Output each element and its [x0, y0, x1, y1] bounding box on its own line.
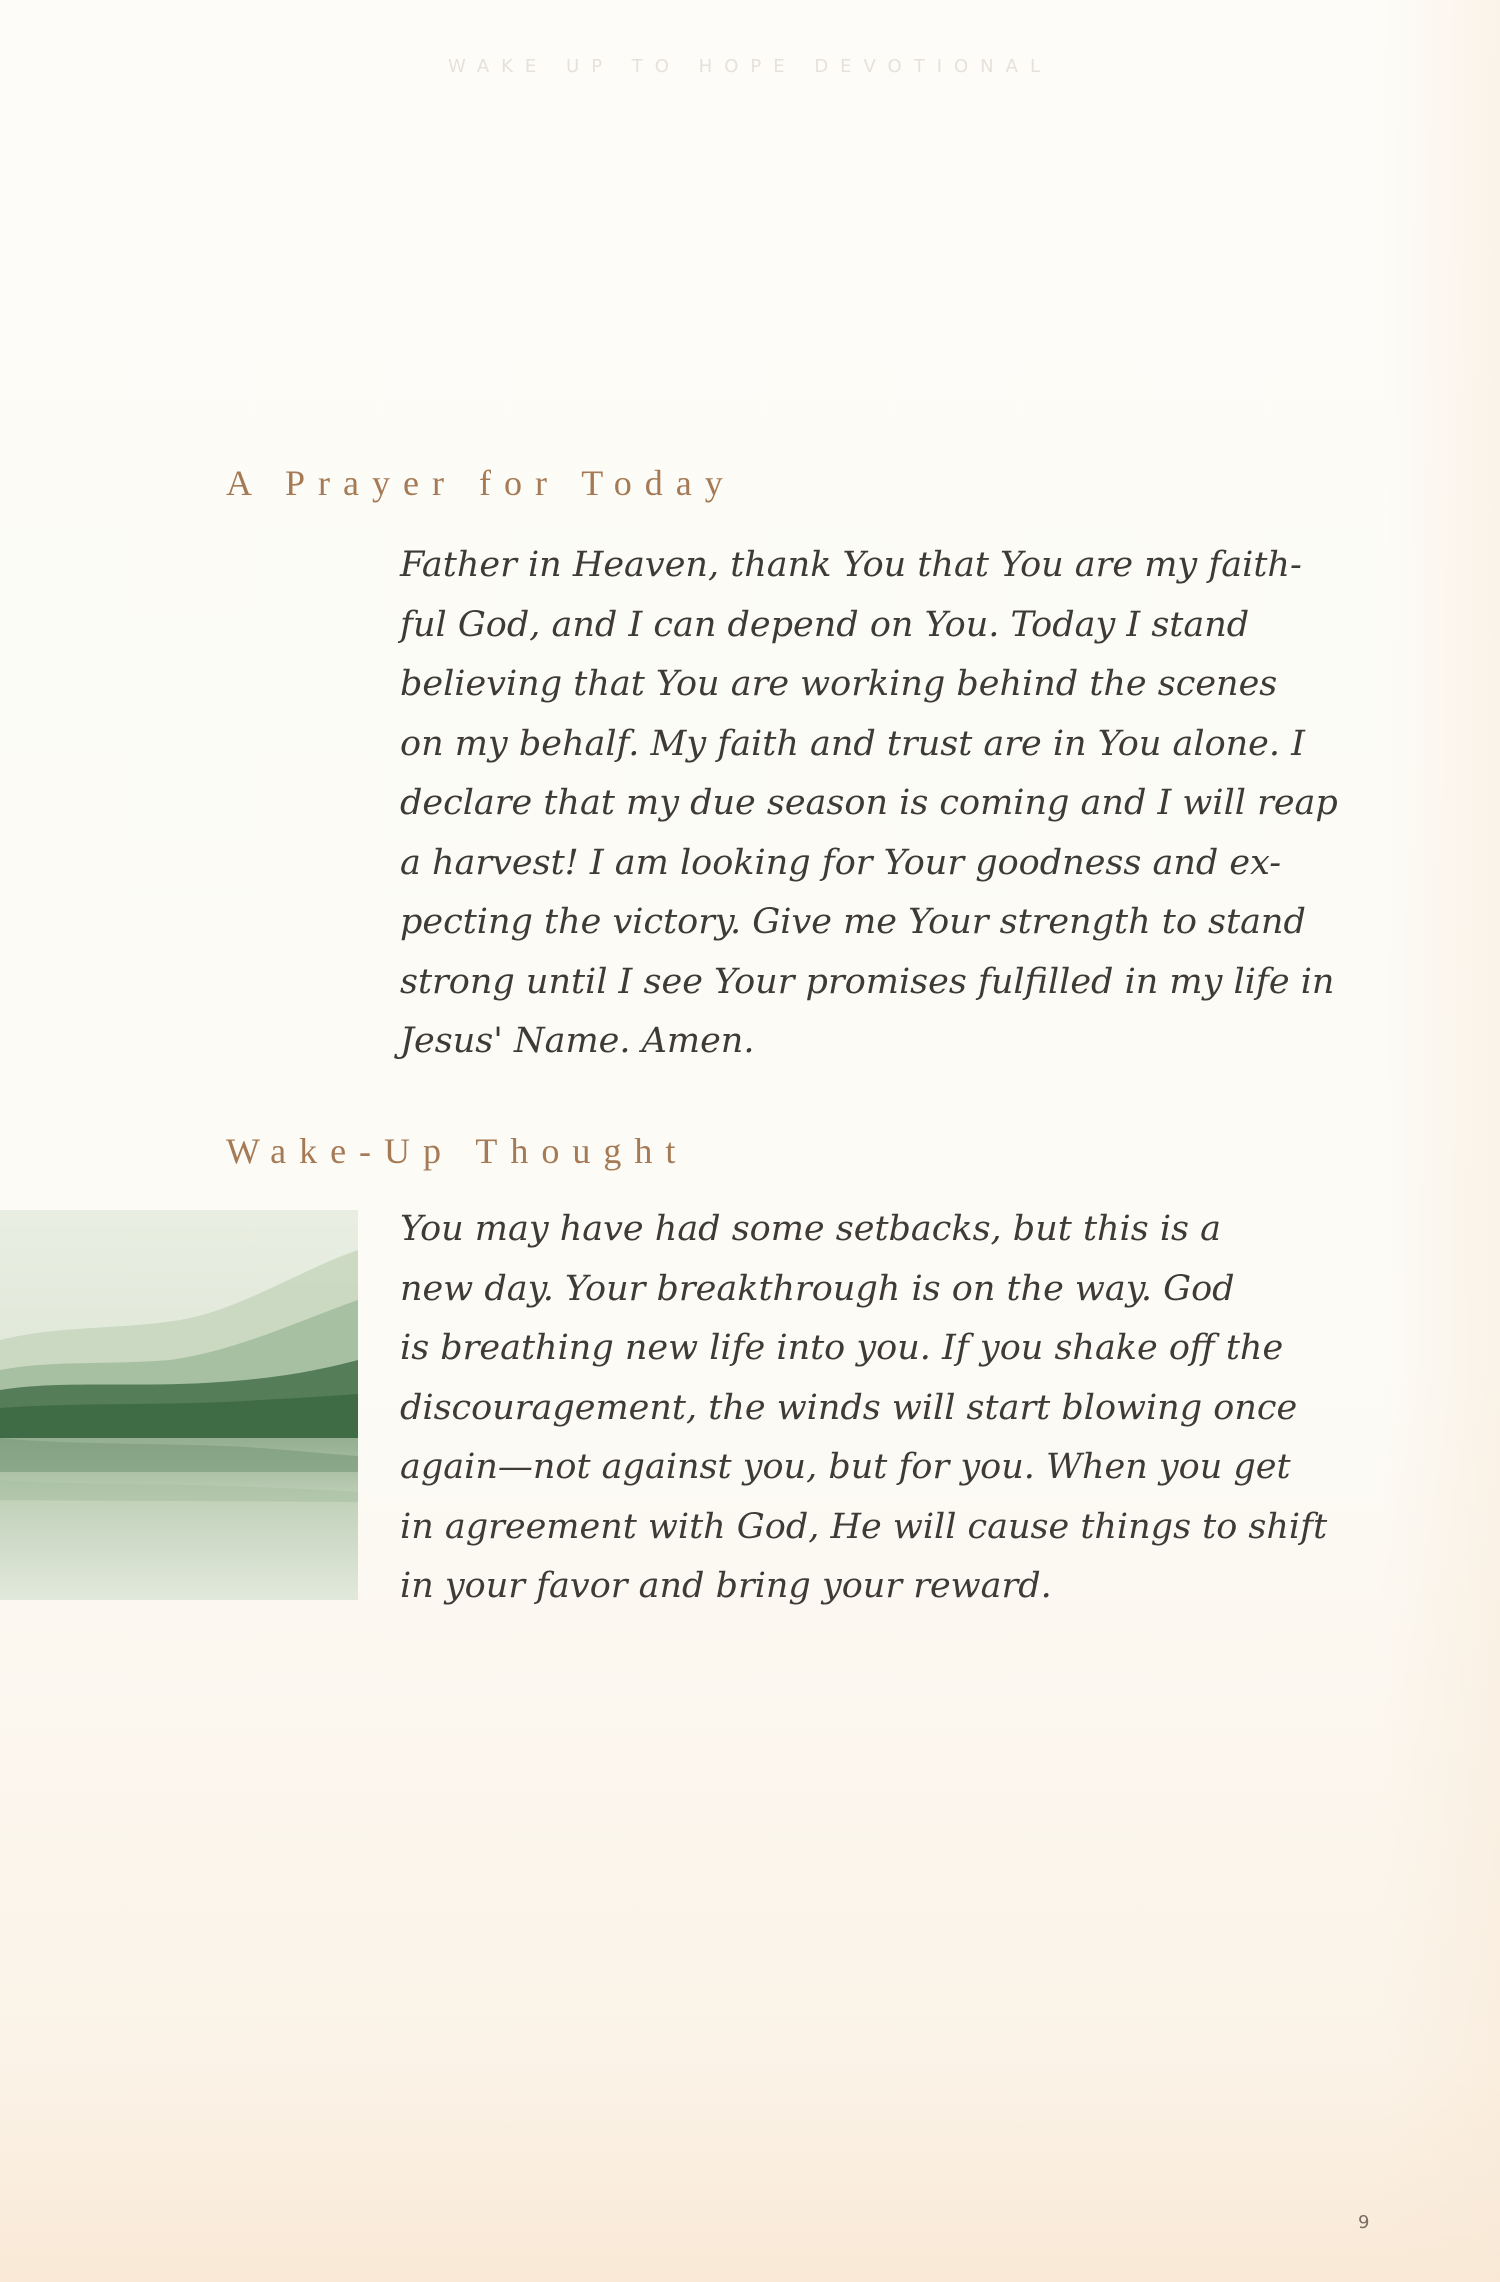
prayer-line: a harvest! I am looking for Your goodness and ex- [400, 842, 1282, 883]
prayer-heading: A Prayer for Today [226, 463, 736, 503]
prayer-line: ful God, and I can depend on You. Today I stand [400, 604, 1250, 645]
page-edge-shadow [1380, 0, 1500, 2282]
prayer-line: pecting the victory. Give me Your strength to stand [400, 902, 1306, 942]
thought-heading: Wake-Up Thought [226, 1131, 689, 1171]
thought-line: You may have had some setbacks, but this is a [400, 1209, 1221, 1249]
prayer-text [400, 536, 1340, 1072]
prayer-line: strong until I see Your promises fulfilled in my life in [400, 961, 1335, 1002]
lake-landscape-drawing [0, 1210, 358, 1600]
prayer-line: Father in Heaven, thank You that You are my faith- [400, 545, 1302, 585]
thought-text [400, 1200, 1340, 1617]
prayer-line: believing that You are working behind the scenes [400, 664, 1278, 704]
running-head: WAKE UP TO HOPE DEVOTIONAL [448, 56, 1052, 77]
thought-line: again—not against you, but for you. When you get [400, 1447, 1291, 1487]
prayer-line: on my behalf. My faith and trust are in You alone. I [400, 723, 1305, 764]
thought-line: in agreement with God, He will cause things to shift [400, 1506, 1328, 1547]
thought-line: new day. Your breakthrough is on the way. God [400, 1268, 1235, 1309]
prayer-line: declare that my due season is coming and I will reap [400, 783, 1338, 823]
thought-line: discouragement, the winds will start blowing once [400, 1387, 1298, 1428]
page-number: 9 [1358, 2212, 1370, 2233]
thought-line: is breathing new life into you. If you shake off the [400, 1328, 1284, 1368]
prayer-line: Jesus' Name. Amen. [400, 1021, 755, 1061]
lake-landscape-image [0, 1210, 358, 1600]
thought-line: in your favor and bring your reward. [400, 1566, 1052, 1606]
